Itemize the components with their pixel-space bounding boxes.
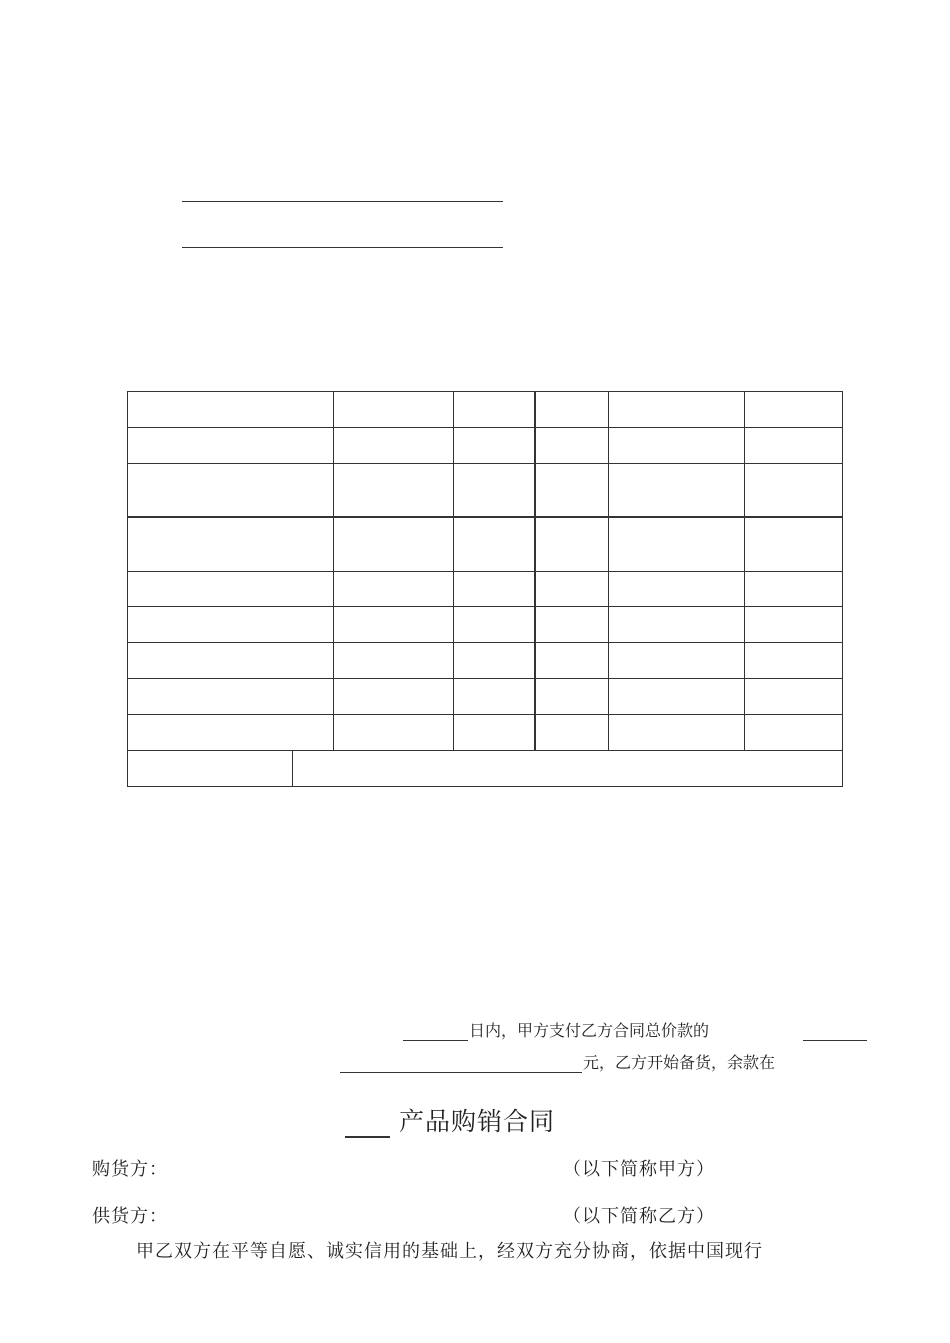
seller-label: 供货方： [92,1206,168,1227]
table-cell[interactable] [535,679,609,715]
table-cell[interactable] [609,607,745,643]
payment-percent-blank[interactable] [803,1040,867,1041]
table-cell[interactable] [609,715,745,751]
table-cell[interactable] [535,607,609,643]
table-cell[interactable] [454,643,535,679]
table-cell[interactable] [745,427,843,463]
table-row [128,643,843,679]
table-cell[interactable] [128,392,334,428]
table-cell[interactable] [745,517,843,571]
table-row [128,679,843,715]
table-cell[interactable] [609,679,745,715]
table-cell[interactable] [609,463,745,517]
buyer-note: （以下简称甲方） [563,1159,715,1180]
table-cell[interactable] [334,517,454,571]
blank-line-top-1 [182,201,503,202]
payment-clause-line-2: 元，乙方开始备货，余款在 [583,1053,776,1072]
table-cell[interactable] [334,571,454,607]
table-total-row [128,751,843,787]
table-cell[interactable] [128,643,334,679]
table-cell[interactable] [128,607,334,643]
table-cell[interactable] [128,463,334,517]
table-row [128,607,843,643]
table-cell[interactable] [609,571,745,607]
table-cell[interactable] [535,463,609,517]
table-cell[interactable] [454,517,535,571]
table-cell[interactable] [745,463,843,517]
product-table [127,391,843,787]
table-row [128,517,843,571]
seller-note: （以下简称乙方） [563,1206,715,1227]
table-cell[interactable] [745,679,843,715]
table-cell[interactable] [609,427,745,463]
table-row [128,463,843,517]
table-cell[interactable] [535,427,609,463]
table-cell[interactable] [609,643,745,679]
table-cell[interactable] [454,463,535,517]
table-cell[interactable] [454,392,535,428]
table-cell[interactable] [128,679,334,715]
payment-amount-blank[interactable] [340,1072,582,1073]
table-row [128,715,843,751]
table-cell[interactable] [609,392,745,428]
table-cell[interactable] [745,392,843,428]
table-cell[interactable] [745,571,843,607]
table-cell[interactable] [745,607,843,643]
payment-clause-line-1: 日内，甲方支付乙方合同总价款的 [469,1021,710,1040]
table-cell[interactable] [454,715,535,751]
table-cell[interactable] [128,571,334,607]
payment-days-blank[interactable] [403,1040,468,1041]
table-cell[interactable] [334,607,454,643]
table-cell[interactable] [454,679,535,715]
table-cell[interactable] [535,571,609,607]
table-cell[interactable] [745,643,843,679]
table-cell[interactable] [128,715,334,751]
table-cell[interactable] [334,427,454,463]
table-cell[interactable] [334,463,454,517]
table-cell[interactable] [535,643,609,679]
table-cell[interactable] [334,643,454,679]
intro-paragraph: 甲乙双方在平等自愿、诚实信用的基础上，经双方充分协商，依据中国现行 [136,1241,763,1262]
table-cell[interactable] [535,715,609,751]
table-total-label-cell[interactable] [128,751,293,787]
table-cell[interactable] [535,517,609,571]
table-row [128,427,843,463]
table-row [128,571,843,607]
blank-line-top-2 [182,247,503,248]
table-cell[interactable] [609,517,745,571]
contract-title: 产品购销合同 [399,1107,556,1136]
table-cell[interactable] [745,715,843,751]
buyer-label: 购货方： [92,1159,168,1180]
table-cell[interactable] [334,679,454,715]
table-row [128,392,843,428]
table-cell[interactable] [454,427,535,463]
table-cell[interactable] [535,392,609,428]
table-cell[interactable] [334,715,454,751]
table-cell[interactable] [454,571,535,607]
table-cell[interactable] [334,392,454,428]
table-cell[interactable] [454,607,535,643]
table-total-value-cell[interactable] [293,751,843,787]
title-product-blank[interactable] [345,1136,390,1138]
table-cell[interactable] [128,517,334,571]
table-cell[interactable] [128,427,334,463]
